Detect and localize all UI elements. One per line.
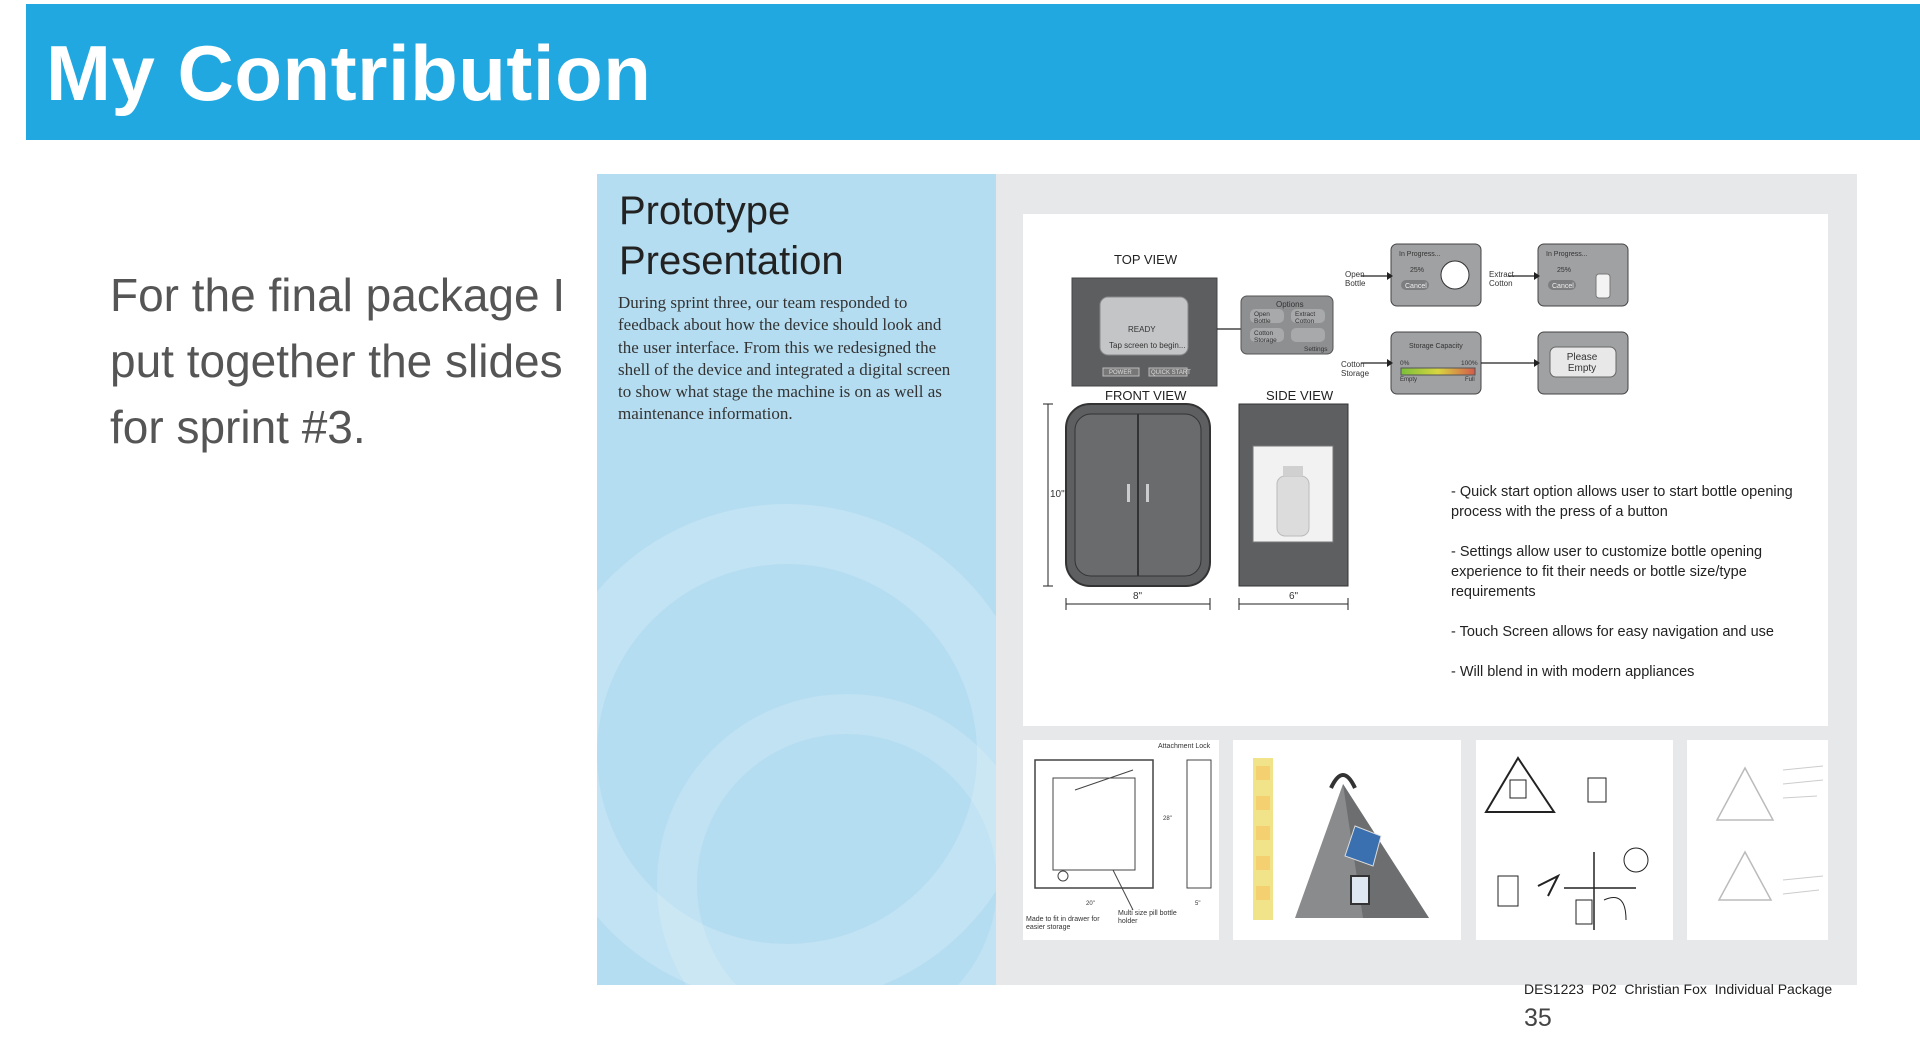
opt-open-bottle: Open Bottle	[1254, 311, 1271, 325]
opt-cotton-storage: Cotton Storage	[1254, 330, 1277, 344]
please-empty-text: Please Empty	[1566, 352, 1598, 374]
side-view-label: SIDE VIEW	[1266, 388, 1334, 403]
screen-ready-text: READY	[1128, 325, 1156, 334]
power-label: POWER	[1109, 370, 1132, 376]
feature-list	[1451, 482, 1811, 702]
sketch-thumbnail-2	[1476, 740, 1673, 940]
faint-sketch	[1687, 740, 1828, 940]
feature-item: - Touch Screen allows for easy navigation and use	[1451, 624, 1774, 640]
sketch-thumbnail-1	[1023, 740, 1219, 940]
dim-5-label: 5"	[1195, 901, 1201, 907]
flow-open-bottle: Open Bottle	[1345, 270, 1366, 288]
dim-20-label: 20"	[1086, 901, 1095, 907]
embedded-slide	[597, 174, 1857, 985]
opt-extract-cotton: Extract Cotton	[1295, 311, 1316, 325]
storage-full-label: Full	[1465, 377, 1475, 383]
screen-tap-text: Tap screen to begin...	[1109, 341, 1186, 350]
device-render	[1233, 740, 1461, 940]
multi-size-label: Multi size pill bottle holder	[1118, 910, 1177, 925]
process-sketch	[1476, 740, 1673, 940]
render-thumbnail	[1233, 740, 1461, 940]
progress-1-percent: 25%	[1410, 267, 1425, 274]
flow-cotton-storage: Cotton Storage	[1341, 360, 1370, 378]
options-title: Options	[1276, 300, 1304, 309]
body-text: For the final package I put together the slides for sprint #3.	[110, 269, 566, 453]
device-diagram-panel	[1023, 214, 1828, 726]
progress-1-cancel: Cancel	[1405, 283, 1427, 290]
slide-title: Prototype Presentation	[619, 189, 844, 283]
progress-1-label: In Progress...	[1399, 251, 1441, 258]
top-view-label: TOP VIEW	[1114, 252, 1178, 267]
front-view-label: FRONT VIEW	[1105, 388, 1187, 403]
flow-extract-cotton: Extract Cotton	[1489, 270, 1514, 288]
page-title: My Contribution	[46, 29, 652, 117]
progress-2-cancel: Cancel	[1552, 283, 1574, 290]
progress-2-label: In Progress...	[1546, 251, 1588, 258]
feature-item: - Settings allow user to customize bottle opening experience to fit their needs or bottle size/type requirements	[1451, 544, 1763, 600]
quick-start-label: QUICK START	[1151, 370, 1191, 376]
progress-2-percent: 25%	[1557, 267, 1572, 274]
width-dim: 8"	[1133, 591, 1143, 602]
slide-description: During sprint three, our team responded to feedback about how the device should look and the user interface. From this we redesigned the shell of the device and integrated a digital screen to show what stage the machine is on as well as maintenance information.	[618, 293, 951, 424]
sketch-thumbnail-3	[1687, 740, 1828, 940]
storage-empty-label: Empty	[1400, 377, 1418, 383]
depth-dim: 6"	[1289, 591, 1299, 602]
attachment-lock-label: Attachment Lock	[1158, 743, 1211, 750]
storage-0-label: 0%	[1400, 360, 1410, 367]
storage-100-label: 100%	[1461, 360, 1478, 367]
dim-28-label: 28"	[1163, 816, 1172, 822]
title-banner	[26, 4, 1920, 140]
page-number: 35	[1524, 1004, 1552, 1032]
height-dim: 10"	[1050, 489, 1065, 500]
storage-capacity-label: Storage Capacity	[1409, 343, 1463, 350]
footer-meta: DES1223 P02 Christian Fox Individual Package	[1524, 981, 1833, 997]
fit-drawer-label: Made to fit in drawer for easier storage	[1026, 916, 1100, 931]
feature-item: - Quick start option allows user to start bottle opening process with the press of a button	[1451, 484, 1793, 520]
opt-settings: Settings	[1304, 346, 1328, 353]
feature-item: - Will blend in with modern appliances	[1451, 664, 1695, 680]
slide-left-panel	[597, 174, 996, 985]
